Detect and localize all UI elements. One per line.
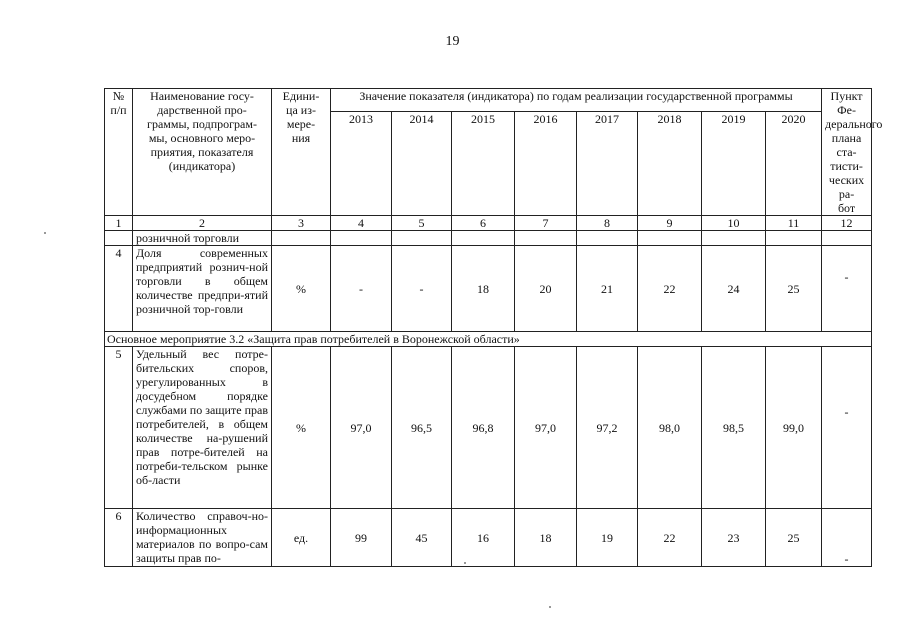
col-number: 4 [331, 216, 392, 231]
header-year: 2016 [515, 111, 577, 215]
row-value: 23 [702, 509, 766, 567]
row-num: 6 [105, 509, 133, 567]
row-value: 97,0 [331, 347, 392, 509]
row-fed: - [822, 509, 872, 567]
header-num: № п/п [105, 89, 133, 216]
header-values-title: Значение показателя (индикатора) по годам реализации государственной программы [331, 89, 822, 112]
row-fed: - [822, 347, 872, 509]
row-name: Количество справоч-но-информационных материалов по вопро-сам защиты прав по- [133, 509, 272, 567]
row-num: 4 [105, 246, 133, 332]
col-number: 8 [577, 216, 638, 231]
column-numbers-row [105, 216, 872, 231]
row-value: - [331, 246, 392, 332]
header-row-top [105, 89, 872, 112]
col-number: 11 [766, 216, 822, 231]
row-value: 25 [766, 246, 822, 332]
scan-speck [549, 606, 551, 608]
row-value: 18 [515, 509, 577, 567]
col-number: 2 [133, 216, 272, 231]
row-num: 5 [105, 347, 133, 509]
continuation-text: розничной торговли [133, 231, 272, 246]
row-value: 22 [638, 246, 702, 332]
row-value: 19 [577, 509, 638, 567]
row-value: 16 [452, 509, 515, 567]
row-value: 45 [392, 509, 452, 567]
indicators-table [104, 88, 883, 567]
row-value: 99 [331, 509, 392, 567]
row-value: 96,8 [452, 347, 515, 509]
table-row [105, 246, 872, 332]
row-value: 98,0 [638, 347, 702, 509]
table-row [105, 347, 872, 509]
col-number: 7 [515, 216, 577, 231]
row-value: 99,0 [766, 347, 822, 509]
table-row [105, 509, 872, 567]
header-year: 2015 [452, 111, 515, 215]
scan-speck [44, 232, 46, 234]
page-number: 19 [445, 34, 460, 49]
header-fed-plan: Пункт Фе- дерального плана ста- тисти- ческих ра- бот [822, 89, 872, 216]
row-fed: - [822, 246, 872, 332]
header-year: 2013 [331, 111, 392, 215]
row-value: 98,5 [702, 347, 766, 509]
row-value: - [392, 246, 452, 332]
section-title: Основное мероприятие 3.2 «Защита прав потребителей в Воронежской области» [105, 332, 872, 347]
row-value: 96,5 [392, 347, 452, 509]
row-value: 21 [577, 246, 638, 332]
row-name: Удельный вес потре-бительских споров, урегулированных в досудебном порядке службами по защите прав потребителей, в общем количестве на-рушений прав потре-бителей на потреби-тельском рынке об-ласти [133, 347, 272, 509]
col-number: 6 [452, 216, 515, 231]
col-number: 5 [392, 216, 452, 231]
row-unit: % [272, 246, 331, 332]
row-value: 24 [702, 246, 766, 332]
continuation-row [105, 231, 872, 246]
col-number: 1 [105, 216, 133, 231]
col-number: 10 [702, 216, 766, 231]
header-year: 2018 [638, 111, 702, 215]
row-value: 22 [638, 509, 702, 567]
col-number: 9 [638, 216, 702, 231]
col-number: 12 [822, 216, 872, 231]
row-value: 18 [452, 246, 515, 332]
row-value: 25 [766, 509, 822, 567]
row-value: 20 [515, 246, 577, 332]
header-year: 2014 [392, 111, 452, 215]
row-value: 97,2 [577, 347, 638, 509]
header-year: 2019 [702, 111, 766, 215]
col-number: 3 [272, 216, 331, 231]
row-unit: ед. [272, 509, 331, 567]
row-unit: % [272, 347, 331, 509]
header-name: Наименование госу- дарственной про- граммы, подпрограм- мы, основного меро- приятия, показателя (индикатора) [133, 89, 272, 216]
row-name: Доля современных предприятий рознич-ной торговли в общем количестве предпри-ятий розничной тор-говли [133, 246, 272, 332]
section-row [105, 332, 872, 347]
row-value: 97,0 [515, 347, 577, 509]
header-year: 2017 [577, 111, 638, 215]
header-year: 2020 [766, 111, 822, 215]
scan-speck [464, 562, 466, 564]
header-unit: Едини- ца из- мере- ния [272, 89, 331, 216]
